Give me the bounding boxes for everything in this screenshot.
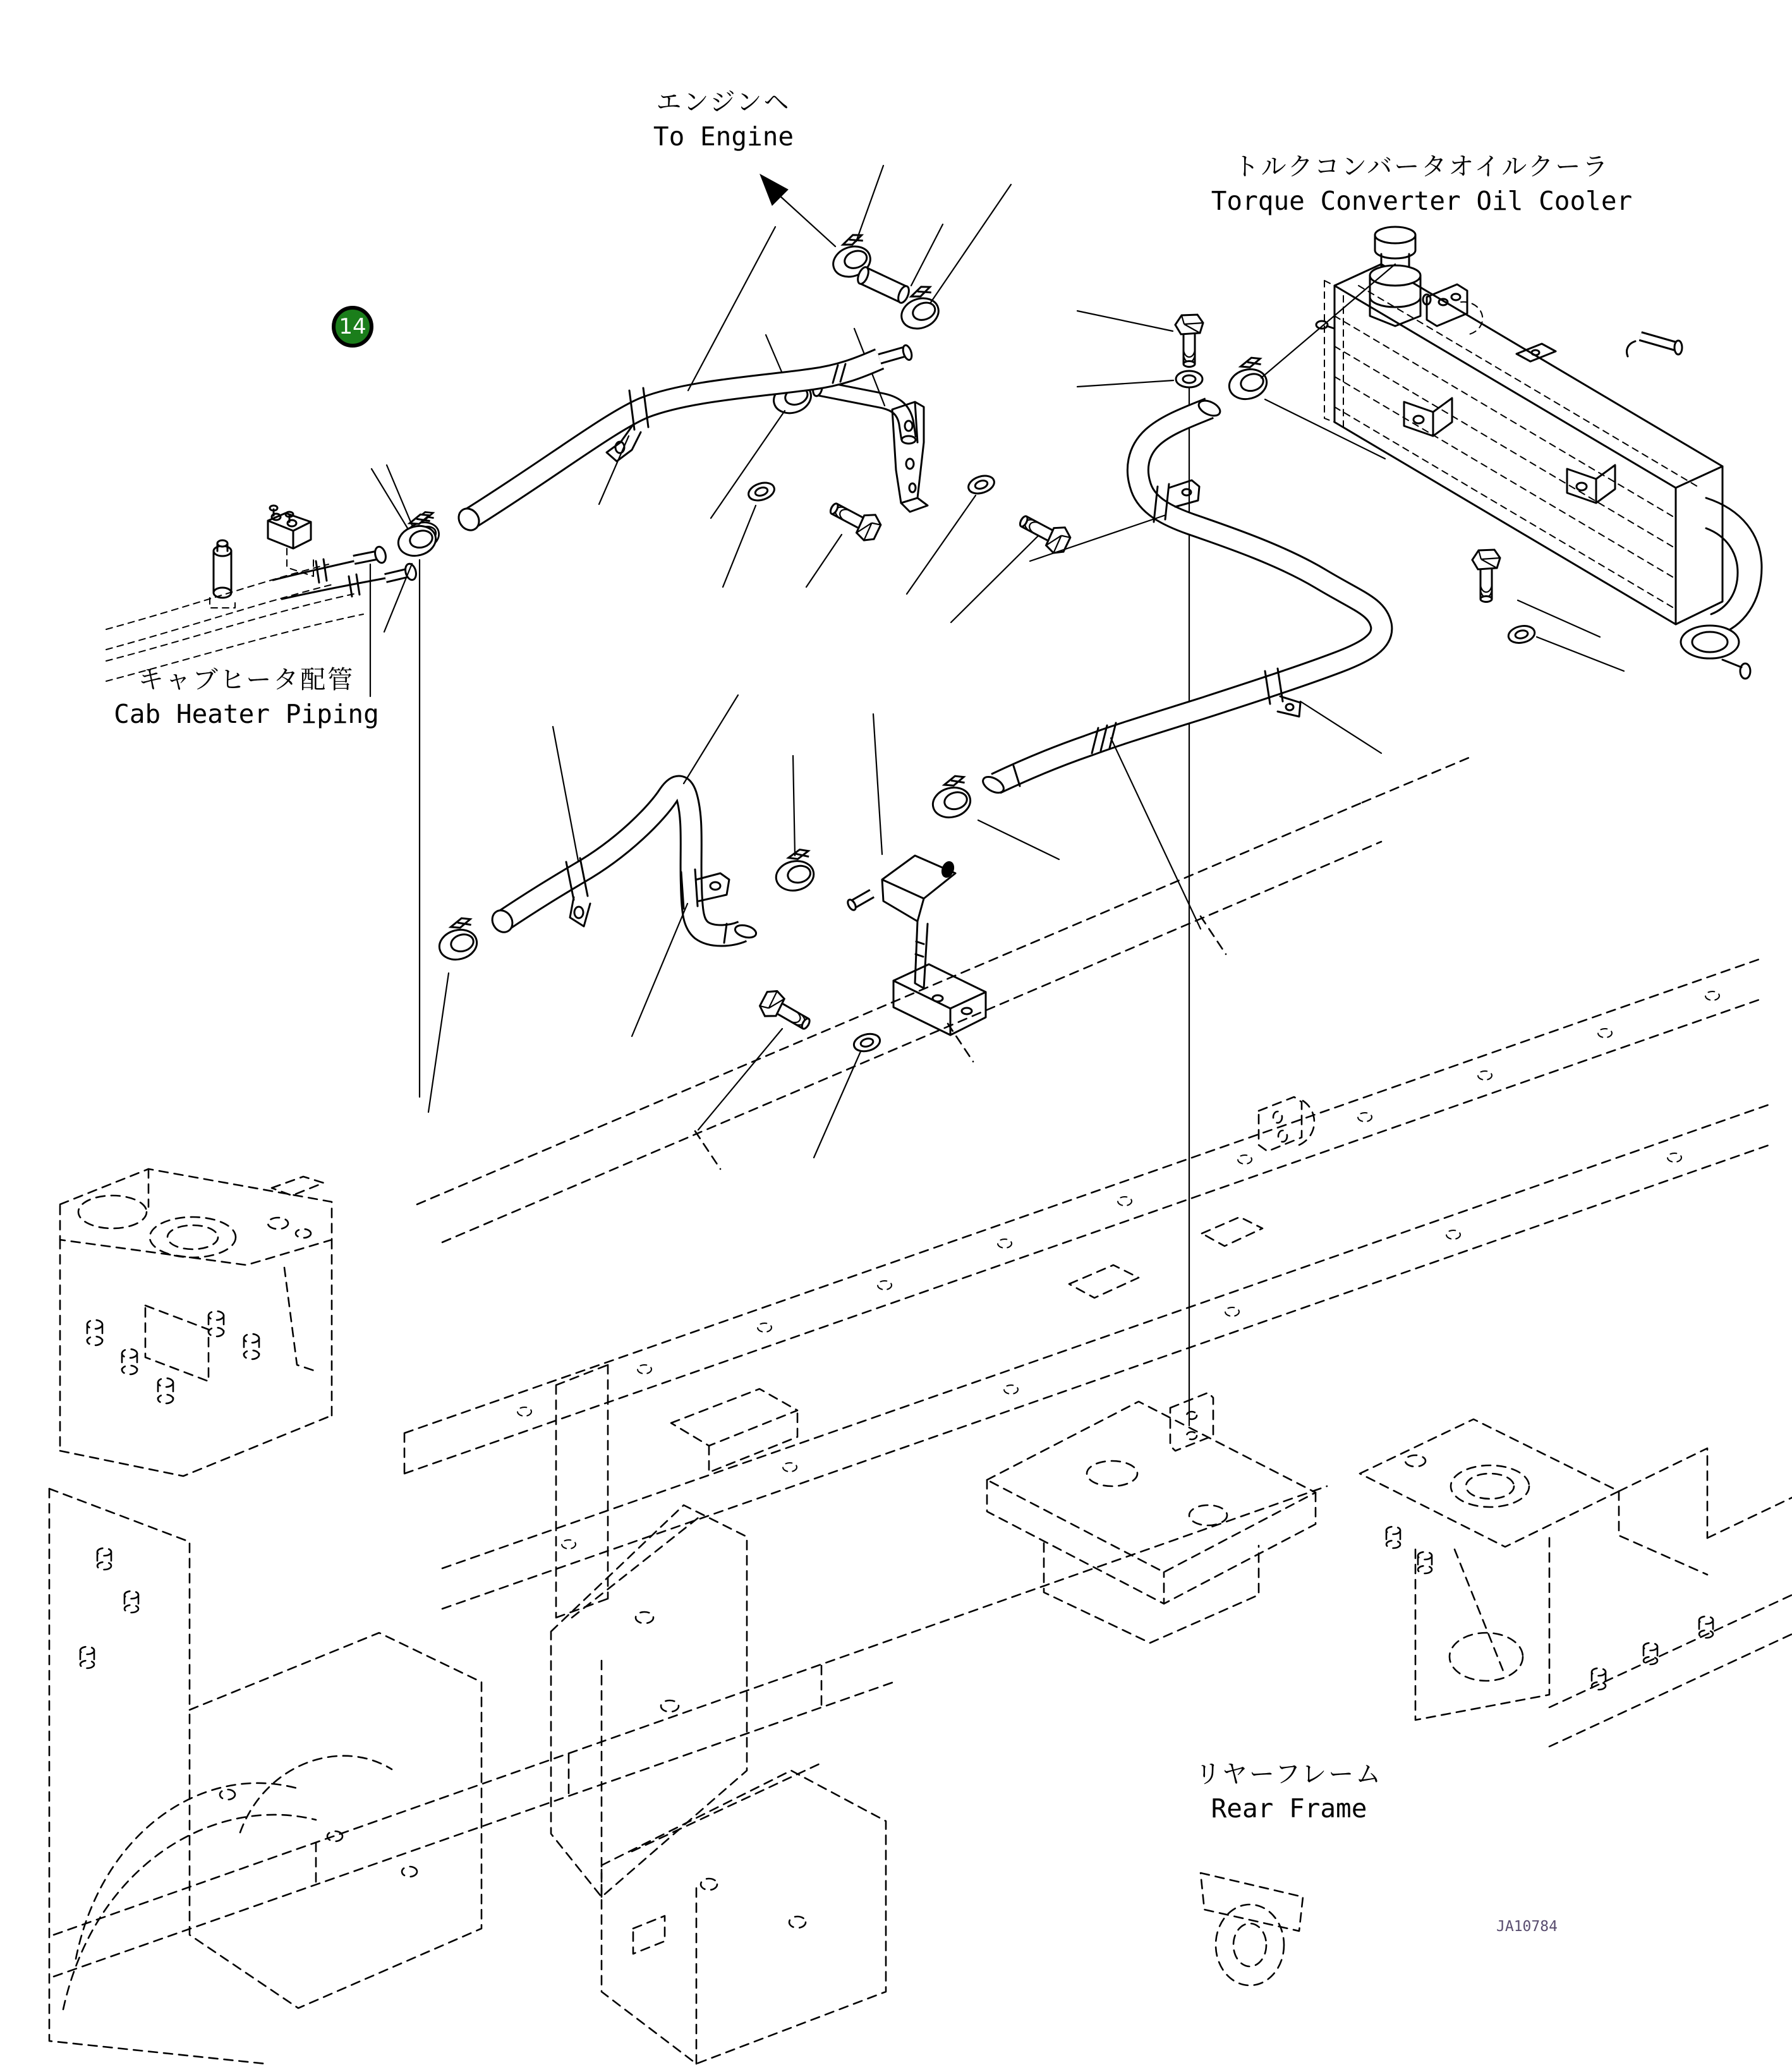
rear-frame-drawing — [49, 756, 1792, 2064]
hex-bolt — [825, 495, 884, 544]
label-rear-frame-jp: リヤーフレーム — [1195, 1760, 1383, 1789]
balloon-14[interactable]: 14 — [332, 306, 373, 348]
label-oil-cooler-jp: トルクコンバータオイルクーラ — [1233, 152, 1610, 181]
washer — [852, 1031, 881, 1054]
label-cab-heater-piping — [95, 665, 398, 730]
hose-clamp-ring — [433, 916, 480, 964]
hex-bolt — [1175, 315, 1203, 367]
cooler-elbow-outlet — [1681, 498, 1762, 679]
hex-bolt — [756, 987, 816, 1038]
to-engine-arrow-icon — [760, 174, 788, 205]
label-cab-heater-piping-en: Cab Heater Piping — [114, 699, 379, 729]
label-oil-cooler — [1188, 152, 1656, 217]
drawing-number: JA10784 — [1496, 1918, 1558, 1935]
label-rear-frame — [1144, 1759, 1434, 1824]
label-rear-frame-en: Rear Frame — [1211, 1793, 1367, 1824]
cooler-mount-washer — [1507, 624, 1536, 645]
washer — [746, 480, 777, 504]
hose-clamp-ring — [772, 848, 817, 894]
hose-clamp-ring — [1223, 356, 1270, 403]
hose-clamp-ring — [927, 774, 974, 821]
cooler-outlet-nipple — [1627, 336, 1683, 356]
label-to-engine-jp: エンジンヘ — [656, 88, 791, 117]
washer — [966, 473, 996, 497]
heater-hose-upper — [372, 227, 1074, 632]
cooler-mount-bolt — [1472, 550, 1500, 602]
label-to-engine-en: To Engine — [653, 121, 794, 152]
label-to-engine — [588, 87, 859, 152]
label-oil-cooler-en: Torque Converter Oil Cooler — [1211, 186, 1633, 216]
cab-heater-piping-drawing — [106, 465, 442, 1097]
to-engine-fitting-group — [760, 166, 1011, 334]
hose-clamp-ring — [392, 512, 439, 560]
frame-rail-holes — [518, 991, 1719, 1549]
label-cab-heater-piping-jp: キャブヒータ配管 — [138, 665, 355, 694]
heater-hose-lower-s-bend — [428, 695, 758, 1112]
washer — [1176, 371, 1202, 387]
